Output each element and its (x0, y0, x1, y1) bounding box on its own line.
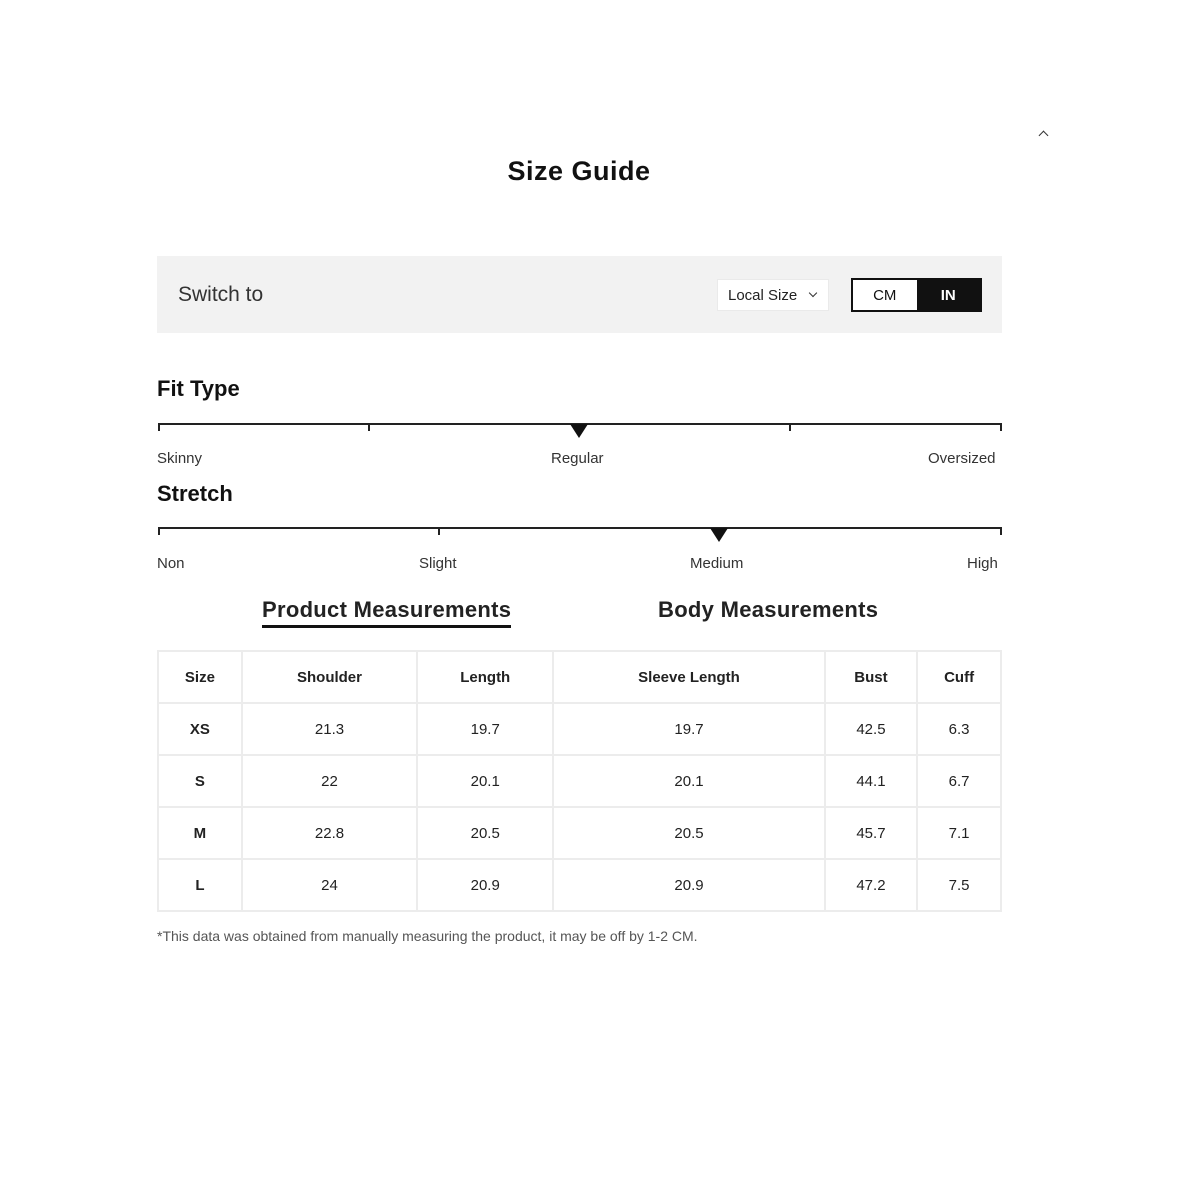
table-cell: 6.7 (917, 755, 1001, 807)
table-cell: 24 (242, 859, 417, 911)
table-cell: 47.2 (825, 859, 918, 911)
stretch-label-high: High (967, 555, 998, 572)
unit-cm-button[interactable]: CM (853, 280, 917, 310)
fit-type-label-regular: Regular (551, 450, 604, 467)
measurement-note: *This data was obtained from manually measuring the product, it may be off by 1-2 CM. (157, 928, 698, 944)
column-header: Sleeve Length (553, 651, 824, 703)
fit-type-tick (158, 423, 160, 431)
stretch-label-slight: Slight (419, 555, 457, 572)
column-header: Size (158, 651, 242, 703)
stretch-tick (1000, 527, 1002, 535)
fit-type-tick (789, 423, 791, 431)
table-cell: 19.7 (417, 703, 553, 755)
column-header: Bust (825, 651, 918, 703)
fit-type-tick (368, 423, 370, 431)
table-row (158, 807, 1001, 859)
page-title: Size Guide (507, 156, 651, 186)
table-cell: 42.5 (825, 703, 918, 755)
stretch-tick (438, 527, 440, 535)
table-cell: 21.3 (242, 703, 417, 755)
fit-type-label-oversized: Oversized (928, 450, 996, 467)
local-size-dropdown[interactable] (717, 279, 829, 311)
table-cell: 22.8 (242, 807, 417, 859)
switch-bar (157, 256, 1002, 333)
fit-type-label-skinny: Skinny (157, 450, 203, 467)
table-cell: 7.1 (917, 807, 1001, 859)
measurements-table (157, 650, 1002, 912)
unit-toggle (851, 278, 982, 312)
table-cell: L (158, 859, 242, 911)
stretch-label-medium: Medium (690, 555, 744, 572)
collapse-chevron-icon[interactable] (1034, 124, 1054, 144)
switch-label: Switch to (178, 283, 264, 306)
chevron-down-icon (809, 289, 817, 297)
unit-in-button[interactable]: IN (917, 280, 981, 310)
table-cell: 20.9 (553, 859, 824, 911)
table-cell: 44.1 (825, 755, 918, 807)
table-cell: 19.7 (553, 703, 824, 755)
stretch-track (158, 527, 1002, 529)
table-cell: 22 (242, 755, 417, 807)
column-header: Length (417, 651, 553, 703)
stretch-tick (158, 527, 160, 535)
stretch-title: Stretch (157, 481, 233, 506)
table-row (158, 703, 1001, 755)
table-cell: 45.7 (825, 807, 918, 859)
table-row (158, 755, 1001, 807)
fit-type-marker-icon (570, 424, 588, 438)
column-header: Cuff (917, 651, 1001, 703)
table-cell: 20.1 (553, 755, 824, 807)
fit-type-title: Fit Type (157, 376, 240, 401)
table-cell: 7.5 (917, 859, 1001, 911)
table-header-row (158, 651, 1001, 703)
table-cell: 6.3 (917, 703, 1001, 755)
column-header: Shoulder (242, 651, 417, 703)
stretch-label-non: Non (157, 555, 185, 572)
table-cell: M (158, 807, 242, 859)
tab-body-measurements[interactable]: Body Measurements (658, 597, 879, 622)
stretch-marker-icon (710, 528, 728, 542)
local-size-label: Local Size (728, 287, 798, 304)
table-cell: XS (158, 703, 242, 755)
table-cell: 20.9 (417, 859, 553, 911)
table-cell: 20.5 (417, 807, 553, 859)
table-cell: 20.1 (417, 755, 553, 807)
table-cell: S (158, 755, 242, 807)
table-cell: 20.5 (553, 807, 824, 859)
fit-type-tick (1000, 423, 1002, 431)
table-row (158, 859, 1001, 911)
tab-product-measurements[interactable]: Product Measurements (262, 597, 511, 628)
